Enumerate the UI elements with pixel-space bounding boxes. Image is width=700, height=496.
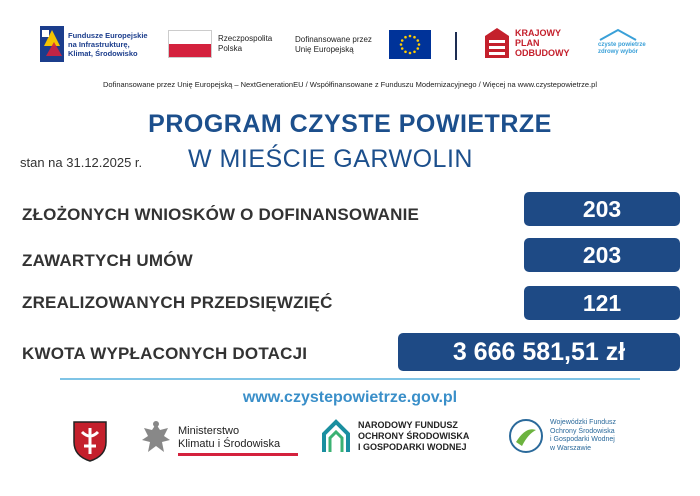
stat-value-applications: 203 — [524, 192, 680, 226]
page-subtitle: W MIEŚCIE GARWOLIN — [188, 145, 473, 173]
fe-star-icon — [40, 26, 64, 62]
eu-logo — [295, 30, 431, 59]
rzeczpospolita-logo — [168, 30, 278, 58]
divider-line — [60, 378, 640, 380]
date-label: stan na 31.12.2025 r. — [20, 155, 143, 170]
cp-logo-text: czyste powietrze zdrowy wybór — [598, 42, 646, 55]
total-label: KWOTA WYPŁACONYCH DOTACJI — [22, 344, 308, 363]
wfosigw-logo — [508, 418, 650, 454]
eu-flag-icon — [389, 30, 431, 59]
kpo-logo — [485, 28, 575, 58]
stat-label-contracts: ZAWARTYCH UMÓW — [22, 251, 193, 270]
stat-value-contracts: 203 — [524, 238, 680, 272]
ministerstwo-logo — [140, 420, 298, 460]
garwolin-coat-of-arms — [70, 420, 110, 462]
website-link[interactable]: www.czystepowietrze.gov.pl — [242, 389, 458, 406]
eagle-icon — [140, 420, 172, 460]
rp-logo-text: Rzeczpospolita Polska — [218, 34, 273, 53]
nfosigw-mark-icon — [320, 418, 352, 454]
top-logo-bar — [0, 0, 700, 80]
total-value: 3 666 581,51 zł — [398, 333, 680, 371]
mk-logo-text: Ministerstwo Klimatu i Środowiska — [178, 425, 298, 456]
kpo-mark-icon — [485, 28, 509, 58]
fe-logo-text: Fundusze Europejskie na Infrastrukturę, Klimat, Środowisko — [68, 30, 148, 58]
polish-flag-icon — [168, 30, 212, 58]
stat-label-applications: ZŁOŻONYCH WNIOSKÓW O DOFINANSOWANIE — [22, 205, 420, 224]
bottom-logo-bar — [0, 412, 700, 496]
wfosigw-mark-icon — [508, 418, 544, 454]
stat-value-completed: 121 — [524, 286, 680, 320]
wf-logo-text: Wojewódzki Fundusz Ochrony Środowiska i Gospodarki Wodnej w Warszawie — [550, 419, 617, 452]
kpo-logo-text: KRAJOWY PLAN ODBUDOWY — [515, 28, 570, 58]
funding-line: Dofinansowane przez Unię Europejską – NextGenerationEU / Współfinansowane z Funduszu Modernizacyjnego / Więcej na www.czystepowietrze.pl — [103, 80, 597, 89]
coat-of-arms-icon — [70, 420, 110, 462]
nf-logo-text: NARODOWY FUNDUSZ OCHRONY ŚRODOWISKA I GOSPODARKI WODNEJ — [358, 419, 470, 452]
nfosigw-logo — [320, 418, 488, 454]
stat-label-completed: ZREALIZOWANYCH PRZEDSIĘWZIĘĆ — [22, 293, 333, 312]
fundusze-europejskie-logo — [40, 26, 168, 62]
czyste-powietrze-logo — [598, 28, 658, 56]
page-title: PROGRAM CZYSTE POWIETRZE — [148, 110, 552, 138]
logo-divider — [455, 32, 457, 60]
house-icon — [598, 28, 638, 42]
eu-logo-text: Dofinansowane przez Unię Europejską — [295, 34, 372, 54]
